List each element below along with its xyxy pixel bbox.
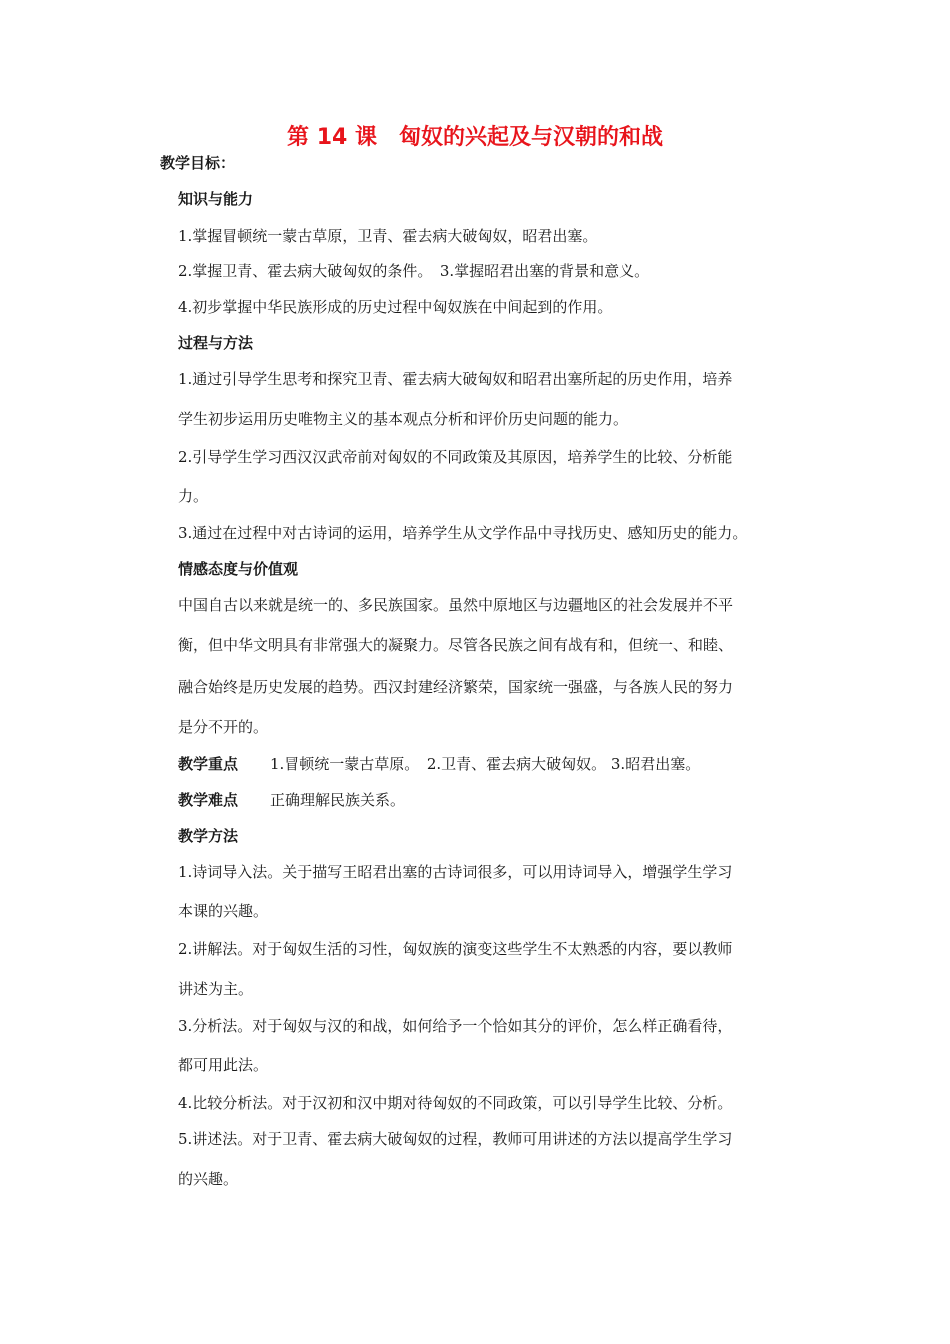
key-points-text: 1.冒顿统一蒙古草原。 2.卫青、霍去病大破匈奴。 3.昭君出塞。: [270, 755, 701, 773]
methods-line: 讲述为主。: [178, 980, 254, 998]
objectives-heading: 教学目标：: [160, 154, 236, 172]
process-heading: 过程与方法: [178, 334, 254, 352]
methods-line: 都可用此法。: [178, 1056, 269, 1074]
methods-line: 3.分析法。对于匈奴与汉的和战，如何给予一个恰如其分的评价，怎么样正确看待，: [178, 1017, 733, 1035]
methods-line: 4.比较分析法。对于汉初和汉中期对待匈奴的不同政策，可以引导学生比较、分析。: [178, 1094, 733, 1112]
values-line: 是分不开的。: [178, 718, 269, 736]
values-line: 衡，但中华文明具有非常强大的凝聚力。尽管各民族之间有战有和，但统一、和睦、: [178, 636, 734, 654]
process-line: 力。: [178, 487, 209, 505]
methods-line: 5.讲述法。对于卫青、霍去病大破匈奴的过程，教师可用讲述的方法以提高学生学习: [178, 1130, 733, 1148]
methods-line: 2.讲解法。对于匈奴生活的习性，匈奴族的演变这些学生不太熟悉的内容，要以教师: [178, 940, 733, 958]
methods-line: 的兴趣。: [178, 1170, 239, 1188]
process-line: 学生初步运用历史唯物主义的基本观点分析和评价历史问题的能力。: [178, 410, 629, 428]
methods-line: 1.诗词导入法。关于描写王昭君出塞的古诗词很多，可以用诗词导入，增强学生学习: [178, 863, 733, 881]
knowledge-item: 2.掌握卫青、霍去病大破匈奴的条件。 3.掌握昭君出塞的背景和意义。: [178, 262, 650, 280]
values-line: 融合始终是历史发展的趋势。西汉封建经济繁荣，国家统一强盛，与各族人民的努力: [178, 678, 734, 696]
process-line: 3.通过在过程中对古诗词的运用，培养学生从文学作品中寻找历史、感知历史的能力。: [178, 524, 748, 542]
knowledge-item: 4.初步掌握中华民族形成的历史过程中匈奴族在中间起到的作用。: [178, 298, 613, 316]
knowledge-heading: 知识与能力: [178, 190, 254, 208]
process-line: 2.引导学生学习西汉汉武帝前对匈奴的不同政策及其原因，培养学生的比较、分析能: [178, 448, 733, 466]
difficulty-label: 教学难点: [178, 791, 239, 809]
process-line: 1.通过引导学生思考和探究卫青、霍去病大破匈奴和昭君出塞所起的历史作用，培养: [178, 370, 733, 388]
key-points-label: 教学重点: [178, 755, 239, 773]
values-heading: 情感态度与价值观: [178, 560, 299, 578]
methods-line: 本课的兴趣。: [178, 902, 269, 920]
knowledge-item: 1.掌握冒顿统一蒙古草原，卫青、霍去病大破匈奴，昭君出塞。: [178, 227, 598, 245]
difficulty-text: 正确理解民族关系。: [270, 791, 406, 809]
lesson-title: 第 14 课 匈奴的兴起及与汉朝的和战: [287, 125, 663, 150]
values-line: 中国自古以来就是统一的、多民族国家。虽然中原地区与边疆地区的社会发展并不平: [178, 596, 734, 614]
methods-heading: 教学方法: [178, 827, 239, 845]
